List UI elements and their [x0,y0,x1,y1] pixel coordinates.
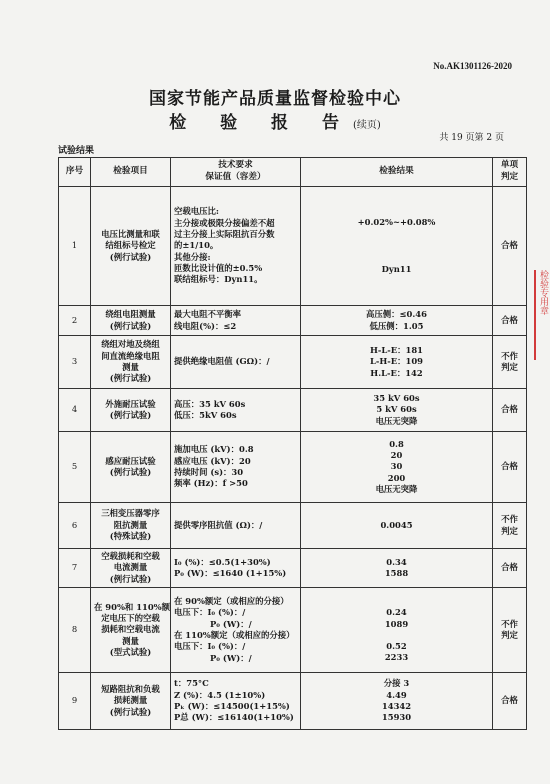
row-result: 0.0045 [301,503,493,549]
row-requirement: 在 90%额定（或相应的分接） 电压下：I₀ (%)：/ P₀ (W)：/ 在 110%额定（或相应的分接） 电压下：I₀ (%)：/ P₀ (W)：/ [171,588,301,673]
row-result: 0.34 1588 [301,549,493,588]
row-no: 1 [59,187,91,306]
row-item: 感应耐压试验 (例行试验) [91,432,171,503]
row-item: 电压比测量和联 结组标号检定 (例行试验) [91,187,171,306]
table-row [59,673,527,730]
row-no: 3 [59,336,91,389]
row-item: 空载损耗和空载 电流测量 (例行试验) [91,549,171,588]
section-title: 试验结果 [58,146,95,156]
row-no: 8 [59,588,91,673]
table-header-row [59,158,527,187]
row-no: 4 [59,389,91,432]
table-row [59,187,527,306]
col-header-requirement: 技术要求 保证值（容差） [171,158,301,187]
results-table [58,157,527,730]
row-item: 三相变压器零序 阻抗测量 (特殊试验) [91,503,171,549]
row-item: 短路阻抗和负载 损耗测量 (例行试验) [91,673,171,730]
table-row [59,389,527,432]
table-row [59,503,527,549]
continued-label: (续页) [352,120,381,131]
row-requirement: 高压：35 kV 60s 低压：5kV 60s [171,389,301,432]
row-result: 0.24 1089 0.52 2233 [301,588,493,673]
row-verdict: 合格 [493,306,527,336]
row-no: 6 [59,503,91,549]
row-no: 9 [59,673,91,730]
row-no: 5 [59,432,91,503]
row-item: 绕组对地及绕组 间直流绝缘电阻 测量 (例行试验) [91,336,171,389]
document-title-text: 检 验 报 告 [169,113,353,133]
col-header-no: 序号 [59,158,91,187]
row-item: 外施耐压试验 (例行试验) [91,389,171,432]
col-header-verdict: 单项 判定 [493,158,527,187]
col-header-result: 检验结果 [301,158,493,187]
organization-title: 国家节能产品质量监督检验中心 [149,89,401,109]
row-result: 35 kV 60s 5 kV 60s 电压无突降 [301,389,493,432]
row-requirement: 施加电压 (kV)：0.8 感应电压 (kV)：20 持续时间 (s)：30 频率 (Hz)：f >50 [171,432,301,503]
row-item: 绕组电阻测量 (例行试验) [91,306,171,336]
row-verdict: 合格 [493,187,527,306]
inspection-stamp: 检验专用章 [534,270,550,360]
table-row [59,432,527,503]
row-item: 在 90%和 110%额 定电压下的空载 损耗和空载电流 测量 (型式试验) [91,588,171,673]
row-verdict: 合格 [493,549,527,588]
row-verdict: 不作 判定 [493,503,527,549]
row-result: +0.02%~+0.08% Dyn11 [301,187,493,306]
table-row [59,336,527,389]
row-requirement: 提供零序阻抗值 (Ω)：/ [171,503,301,549]
row-verdict: 合格 [493,389,527,432]
table-row [59,588,527,673]
row-requirement: t：75°C Z (%)：4.5 (1±10%) Pₖ (W)：≤14500(1+15%) P总 (W)：≤16140(1+10%) [171,673,301,730]
row-requirement: 提供绝缘电阻值 (GΩ)：/ [171,336,301,389]
page-count: 共 19 页第 2 页 [439,133,504,143]
row-verdict: 不作 判定 [493,336,527,389]
row-result: H-L-E：181 L-H-E：109 H.L-E：142 [301,336,493,389]
row-verdict: 合格 [493,432,527,503]
row-requirement: 最大电阻不平衡率 线电阻(%)：≤2 [171,306,301,336]
row-requirement: I₀ (%)：≤0.5(1+30%) P₀ (W)：≤1640 (1+15%) [171,549,301,588]
row-result: 分接 3 4.49 14342 15930 [301,673,493,730]
row-no: 7 [59,549,91,588]
row-requirement: 空载电压比: 主分接或极限分接偏差不超 过主分接上实际阻抗百分数 的±1/10。 其他分接: 匝数比设计值的±0.5% 联结组标号：Dyn11。 [171,187,301,306]
col-header-item: 检验项目 [91,158,171,187]
table-row [59,549,527,588]
row-result: 高压侧：≤0.46 低压侧：1.05 [301,306,493,336]
row-no: 2 [59,306,91,336]
report-number: No.AK1301126-2020 [433,61,512,71]
row-verdict: 不作 判定 [493,588,527,673]
table-row [59,306,527,336]
row-verdict: 合格 [493,673,527,730]
row-result: 0.8 20 30 200 电压无突降 [301,432,493,503]
